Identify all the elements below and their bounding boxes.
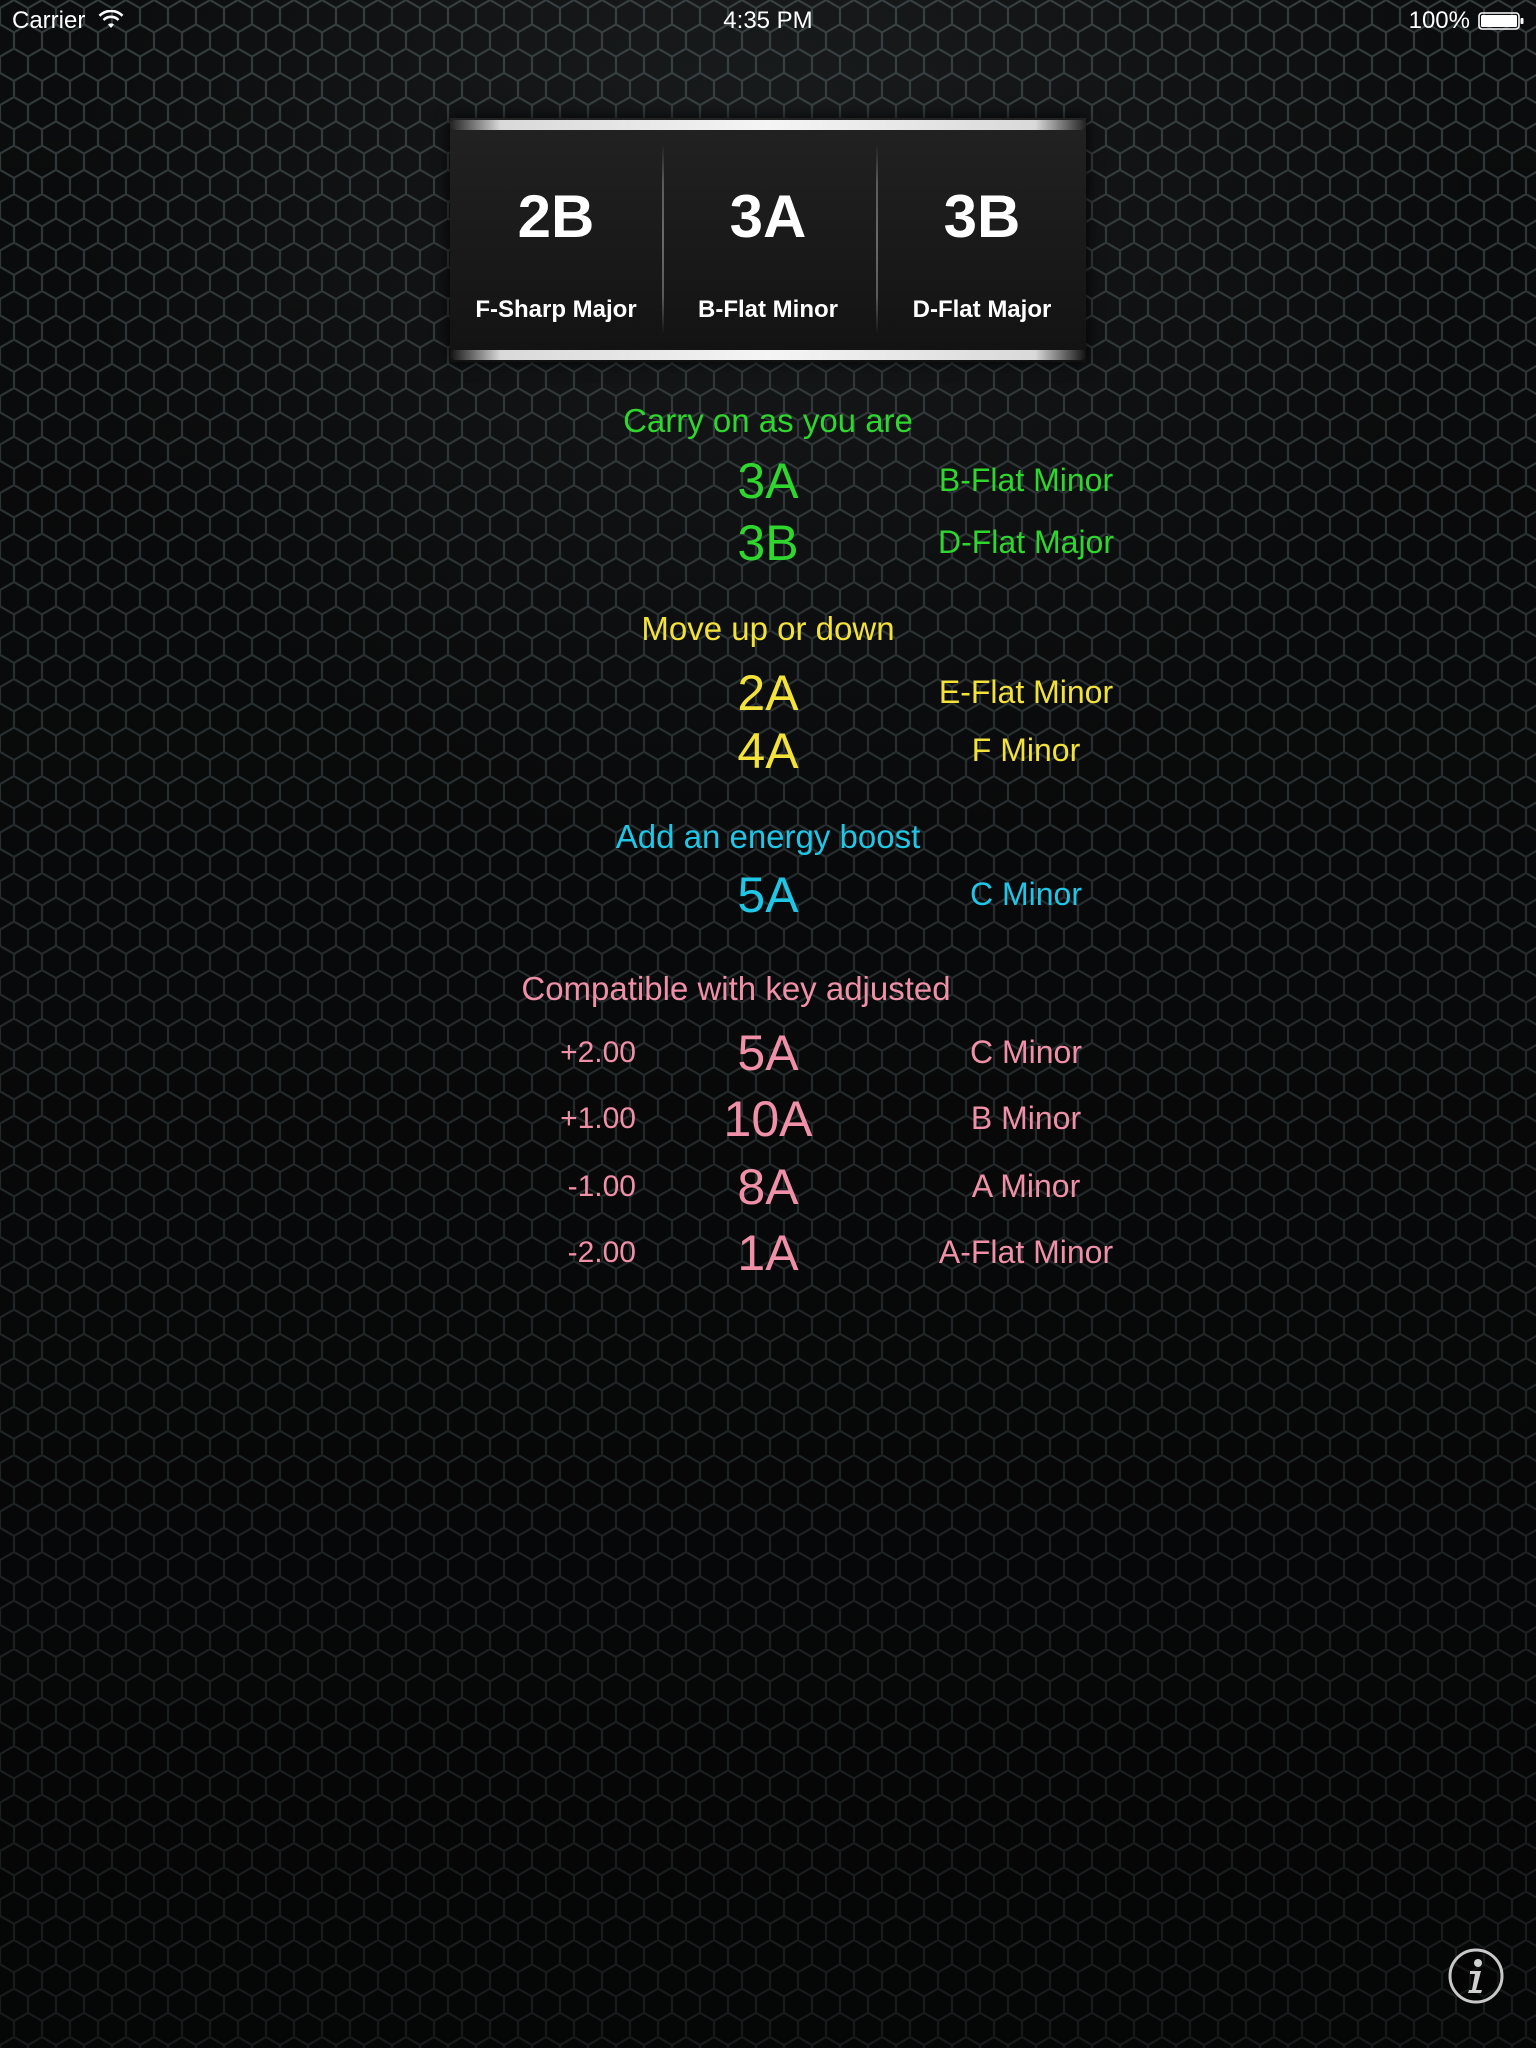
list-item [0, 1024, 1536, 1084]
list-item [0, 1224, 1536, 1284]
status-bar [0, 0, 1536, 40]
section-title-boost: Add an energy boost [615, 818, 921, 855]
pitch-offset: +2.00 [560, 1036, 636, 1069]
key-name: C Minor [969, 876, 1082, 912]
key-name: D-Flat Major [937, 524, 1114, 560]
list-item [0, 1090, 1536, 1150]
pitch-offset: -1.00 [567, 1170, 636, 1203]
key-name: B-Flat Minor [698, 296, 838, 323]
key-code: 3B [943, 183, 1021, 250]
section-title-adjusted: Compatible with key adjusted [521, 970, 951, 1007]
battery-percentage: 100% [1408, 7, 1470, 34]
key-name: F-Sharp Major [475, 296, 637, 323]
pitch-offset: -2.00 [567, 1236, 636, 1269]
key-code: 8A [737, 1159, 799, 1215]
section-title-carry-on: Carry on as you are [623, 402, 913, 439]
key-name: B-Flat Minor [938, 462, 1114, 498]
list-item [0, 514, 1536, 574]
key-name: A Minor [971, 1168, 1081, 1204]
key-code: 5A [737, 867, 799, 923]
status-carrier: Carrier [12, 7, 86, 34]
key-code: 3B [737, 515, 799, 571]
key-option-2b[interactable] [450, 118, 662, 322]
key-code: 2B [517, 183, 595, 250]
key-name: D-Flat Major [912, 296, 1052, 323]
key-name: F Minor [971, 732, 1081, 768]
status-time: 4:35 PM [723, 7, 813, 34]
key-code: 1A [737, 1225, 799, 1281]
section-title-move: Move up or down [641, 610, 895, 647]
list-item [0, 866, 1536, 926]
list-item [0, 452, 1536, 512]
pitch-offset: +1.00 [560, 1102, 636, 1135]
info-icon[interactable] [1446, 1946, 1506, 2006]
key-option-3a[interactable] [662, 118, 874, 322]
list-item [0, 664, 1536, 724]
key-code: 3A [729, 183, 807, 250]
battery-icon [1478, 12, 1524, 30]
list-item [0, 722, 1536, 782]
key-code: 4A [737, 723, 799, 779]
key-name: B Minor [970, 1100, 1082, 1136]
key-name: E-Flat Minor [938, 674, 1114, 710]
list-item [0, 1158, 1536, 1218]
key-code: 5A [737, 1025, 799, 1081]
key-name: A-Flat Minor [938, 1234, 1114, 1270]
key-code: 10A [723, 1091, 813, 1147]
key-name: C Minor [969, 1034, 1082, 1070]
key-option-3b[interactable] [876, 118, 1088, 322]
key-code: 3A [737, 453, 799, 509]
key-code: 2A [737, 665, 799, 721]
